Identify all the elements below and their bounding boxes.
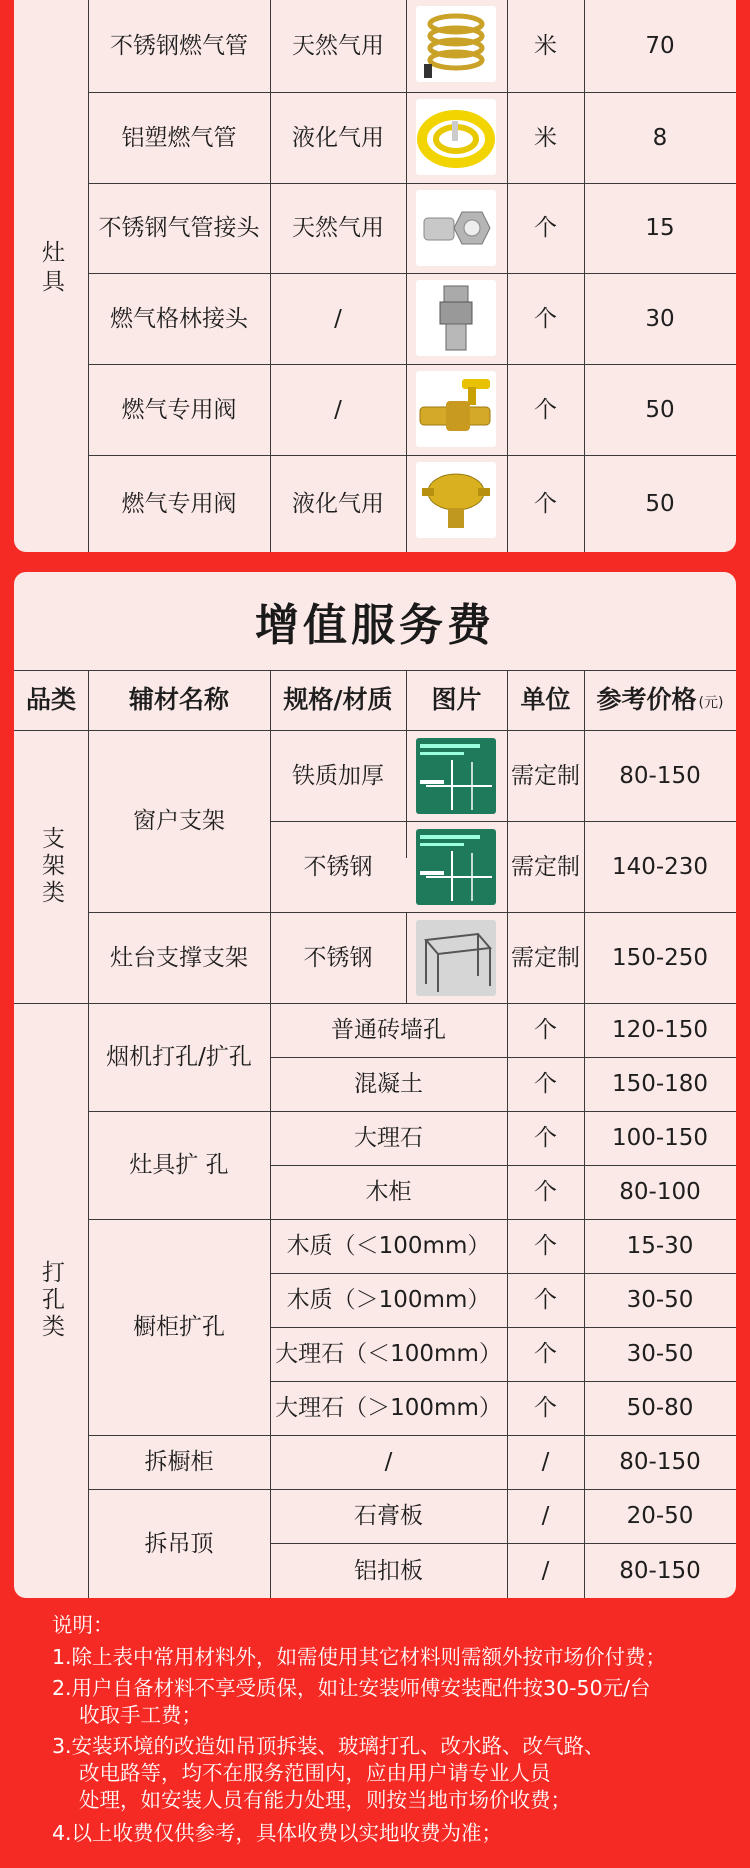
notes-section — [52, 1612, 732, 1847]
header-spec: 规格/材质 — [283, 685, 393, 714]
gas-valve-icon — [416, 371, 496, 447]
header-price-unit: (元) — [698, 695, 724, 711]
stove-stand-icon — [416, 920, 496, 996]
price: 15 — [645, 215, 675, 241]
header-category: 品类 — [25, 685, 76, 714]
header-price-label: 参考价格 — [596, 685, 697, 714]
drilling-spec: 大理石（＜100mm） — [275, 1341, 502, 1367]
price: 30-50 — [626, 1287, 694, 1313]
drilling-group-name: 橱柜扩孔 — [133, 1314, 225, 1340]
drilling-spec: 木质（＜100mm） — [286, 1233, 491, 1259]
stove-stand-name: 灶台支撑支架 — [110, 944, 248, 971]
unit: 个 — [534, 1071, 557, 1097]
price: 80-150 — [619, 1557, 701, 1584]
bracket-diagram-icon — [416, 738, 496, 814]
value-added-services-card — [14, 572, 736, 1598]
bracket-spec: 不锈钢 — [303, 853, 373, 880]
header-name: 辅材名称 — [128, 685, 229, 714]
price: 30-50 — [626, 1341, 694, 1367]
note-line: 2.用户自备材料不享受质保，如让安装师傅安装配件按30-50元/台 — [52, 1676, 651, 1700]
category-label: 灶具 — [38, 240, 64, 298]
material-name: 不锈钢气管接头 — [98, 215, 260, 241]
yellow-gas-pipe-icon — [416, 99, 496, 175]
unit: 个 — [534, 1341, 557, 1367]
unit: 需定制 — [511, 944, 580, 971]
note-line: 收取手工费； — [79, 1703, 202, 1727]
bracket-category-cell — [14, 730, 88, 1003]
unit: 个 — [534, 305, 557, 332]
drilling-group-name: 拆吊顶 — [144, 1530, 214, 1557]
unit: / — [541, 1503, 550, 1529]
unit: 个 — [534, 490, 557, 517]
price: 80-100 — [619, 1179, 701, 1205]
note-line: 1.除上表中常用材料外，如需使用其它材料则需额外按市场价付费； — [52, 1645, 667, 1669]
material-spec: / — [334, 305, 342, 332]
price: 150-250 — [611, 944, 709, 971]
notes-heading: 说明： — [52, 1613, 114, 1637]
stainless-gas-hose-icon — [416, 6, 496, 82]
bracket-diagram-icon — [416, 829, 496, 905]
drilling-spec: 木质（＞100mm） — [286, 1287, 491, 1313]
note-line: 4.以上收费仅供参考，具体收费以实地收费为准； — [52, 1821, 503, 1845]
unit: 米 — [534, 124, 557, 151]
material-name: 燃气专用阀 — [121, 490, 237, 517]
unit: / — [541, 1449, 550, 1475]
price: 100-150 — [611, 1125, 709, 1151]
hose-connector-icon — [416, 190, 496, 266]
price: 15-30 — [626, 1233, 694, 1259]
drilling-category-cell — [14, 1003, 88, 1598]
unit: 个 — [534, 1125, 557, 1151]
price: 50-80 — [626, 1395, 694, 1421]
drilling-group-name: 烟机打孔/扩孔 — [106, 1044, 252, 1070]
price: 50 — [645, 396, 675, 423]
drilling-spec: 石膏板 — [354, 1503, 423, 1529]
price: 80-150 — [619, 1449, 701, 1475]
drilling-group-name: 拆橱柜 — [144, 1449, 214, 1475]
unit: 个 — [534, 1287, 557, 1313]
note-line: 处理，如安装人员有能力处理，则按当地市场价收费； — [79, 1788, 571, 1812]
material-name: 燃气专用阀 — [121, 396, 237, 423]
unit: / — [541, 1557, 550, 1584]
unit: 个 — [534, 396, 557, 423]
header-price — [584, 670, 736, 730]
price: 140-230 — [611, 853, 709, 880]
material-spec: / — [334, 396, 342, 423]
drilling-spec: 普通砖墙孔 — [331, 1017, 446, 1043]
unit: 个 — [534, 1395, 557, 1421]
drilling-spec: 混凝土 — [354, 1071, 423, 1097]
materials-table-card — [14, 0, 736, 552]
material-spec: 天然气用 — [292, 215, 384, 241]
brass-fitting-icon — [416, 280, 496, 356]
drilling-spec: 大理石（＞100mm） — [275, 1395, 502, 1421]
drilling-group-name: 灶具扩 孔 — [129, 1152, 229, 1178]
drilling-spec: 木柜 — [365, 1179, 412, 1205]
note-line: 3.安装环境的改造如吊顶拆装、玻璃打孔、改水路、改气路、 — [52, 1734, 605, 1758]
drilling-spec: / — [384, 1449, 393, 1475]
drilling-spec: 铝扣板 — [354, 1557, 423, 1584]
section-title: 增值服务费 — [255, 600, 495, 651]
pressure-regulator-icon — [416, 462, 496, 538]
unit: 个 — [534, 1017, 557, 1043]
header-unit: 单位 — [520, 685, 571, 714]
bracket-category-label: 支架类 — [38, 826, 64, 907]
price: 30 — [645, 305, 675, 332]
price: 50 — [645, 490, 675, 517]
bracket-spec: 铁质加厚 — [292, 762, 384, 789]
unit: 个 — [534, 1179, 557, 1205]
header-image: 图片 — [431, 685, 482, 714]
price: 120-150 — [611, 1017, 709, 1043]
price: 150-180 — [611, 1071, 709, 1097]
material-spec: 液化气用 — [292, 124, 384, 151]
unit: 个 — [534, 1233, 557, 1259]
price: 20-50 — [626, 1503, 694, 1529]
price: 80-150 — [619, 762, 701, 789]
price: 70 — [645, 33, 675, 59]
unit: 需定制 — [511, 853, 580, 880]
material-name: 燃气格林接头 — [110, 305, 248, 332]
material-spec: 天然气用 — [292, 33, 384, 59]
material-name: 不锈钢燃气管 — [110, 33, 248, 59]
window-bracket-name: 窗户支架 — [133, 808, 225, 834]
stove-stand-spec: 不锈钢 — [303, 944, 373, 971]
drilling-spec: 大理石 — [354, 1125, 423, 1151]
material-name: 铝塑燃气管 — [121, 124, 237, 151]
price: 8 — [652, 124, 668, 151]
drilling-category-label: 打孔类 — [38, 1260, 64, 1341]
note-line: 改电路等，均不在服务范围内，应由用户请专业人员 — [79, 1761, 551, 1785]
material-spec: 液化气用 — [292, 490, 384, 517]
unit: 个 — [534, 215, 557, 241]
category-cell — [14, 0, 88, 552]
unit: 米 — [534, 33, 557, 59]
unit: 需定制 — [511, 762, 580, 789]
